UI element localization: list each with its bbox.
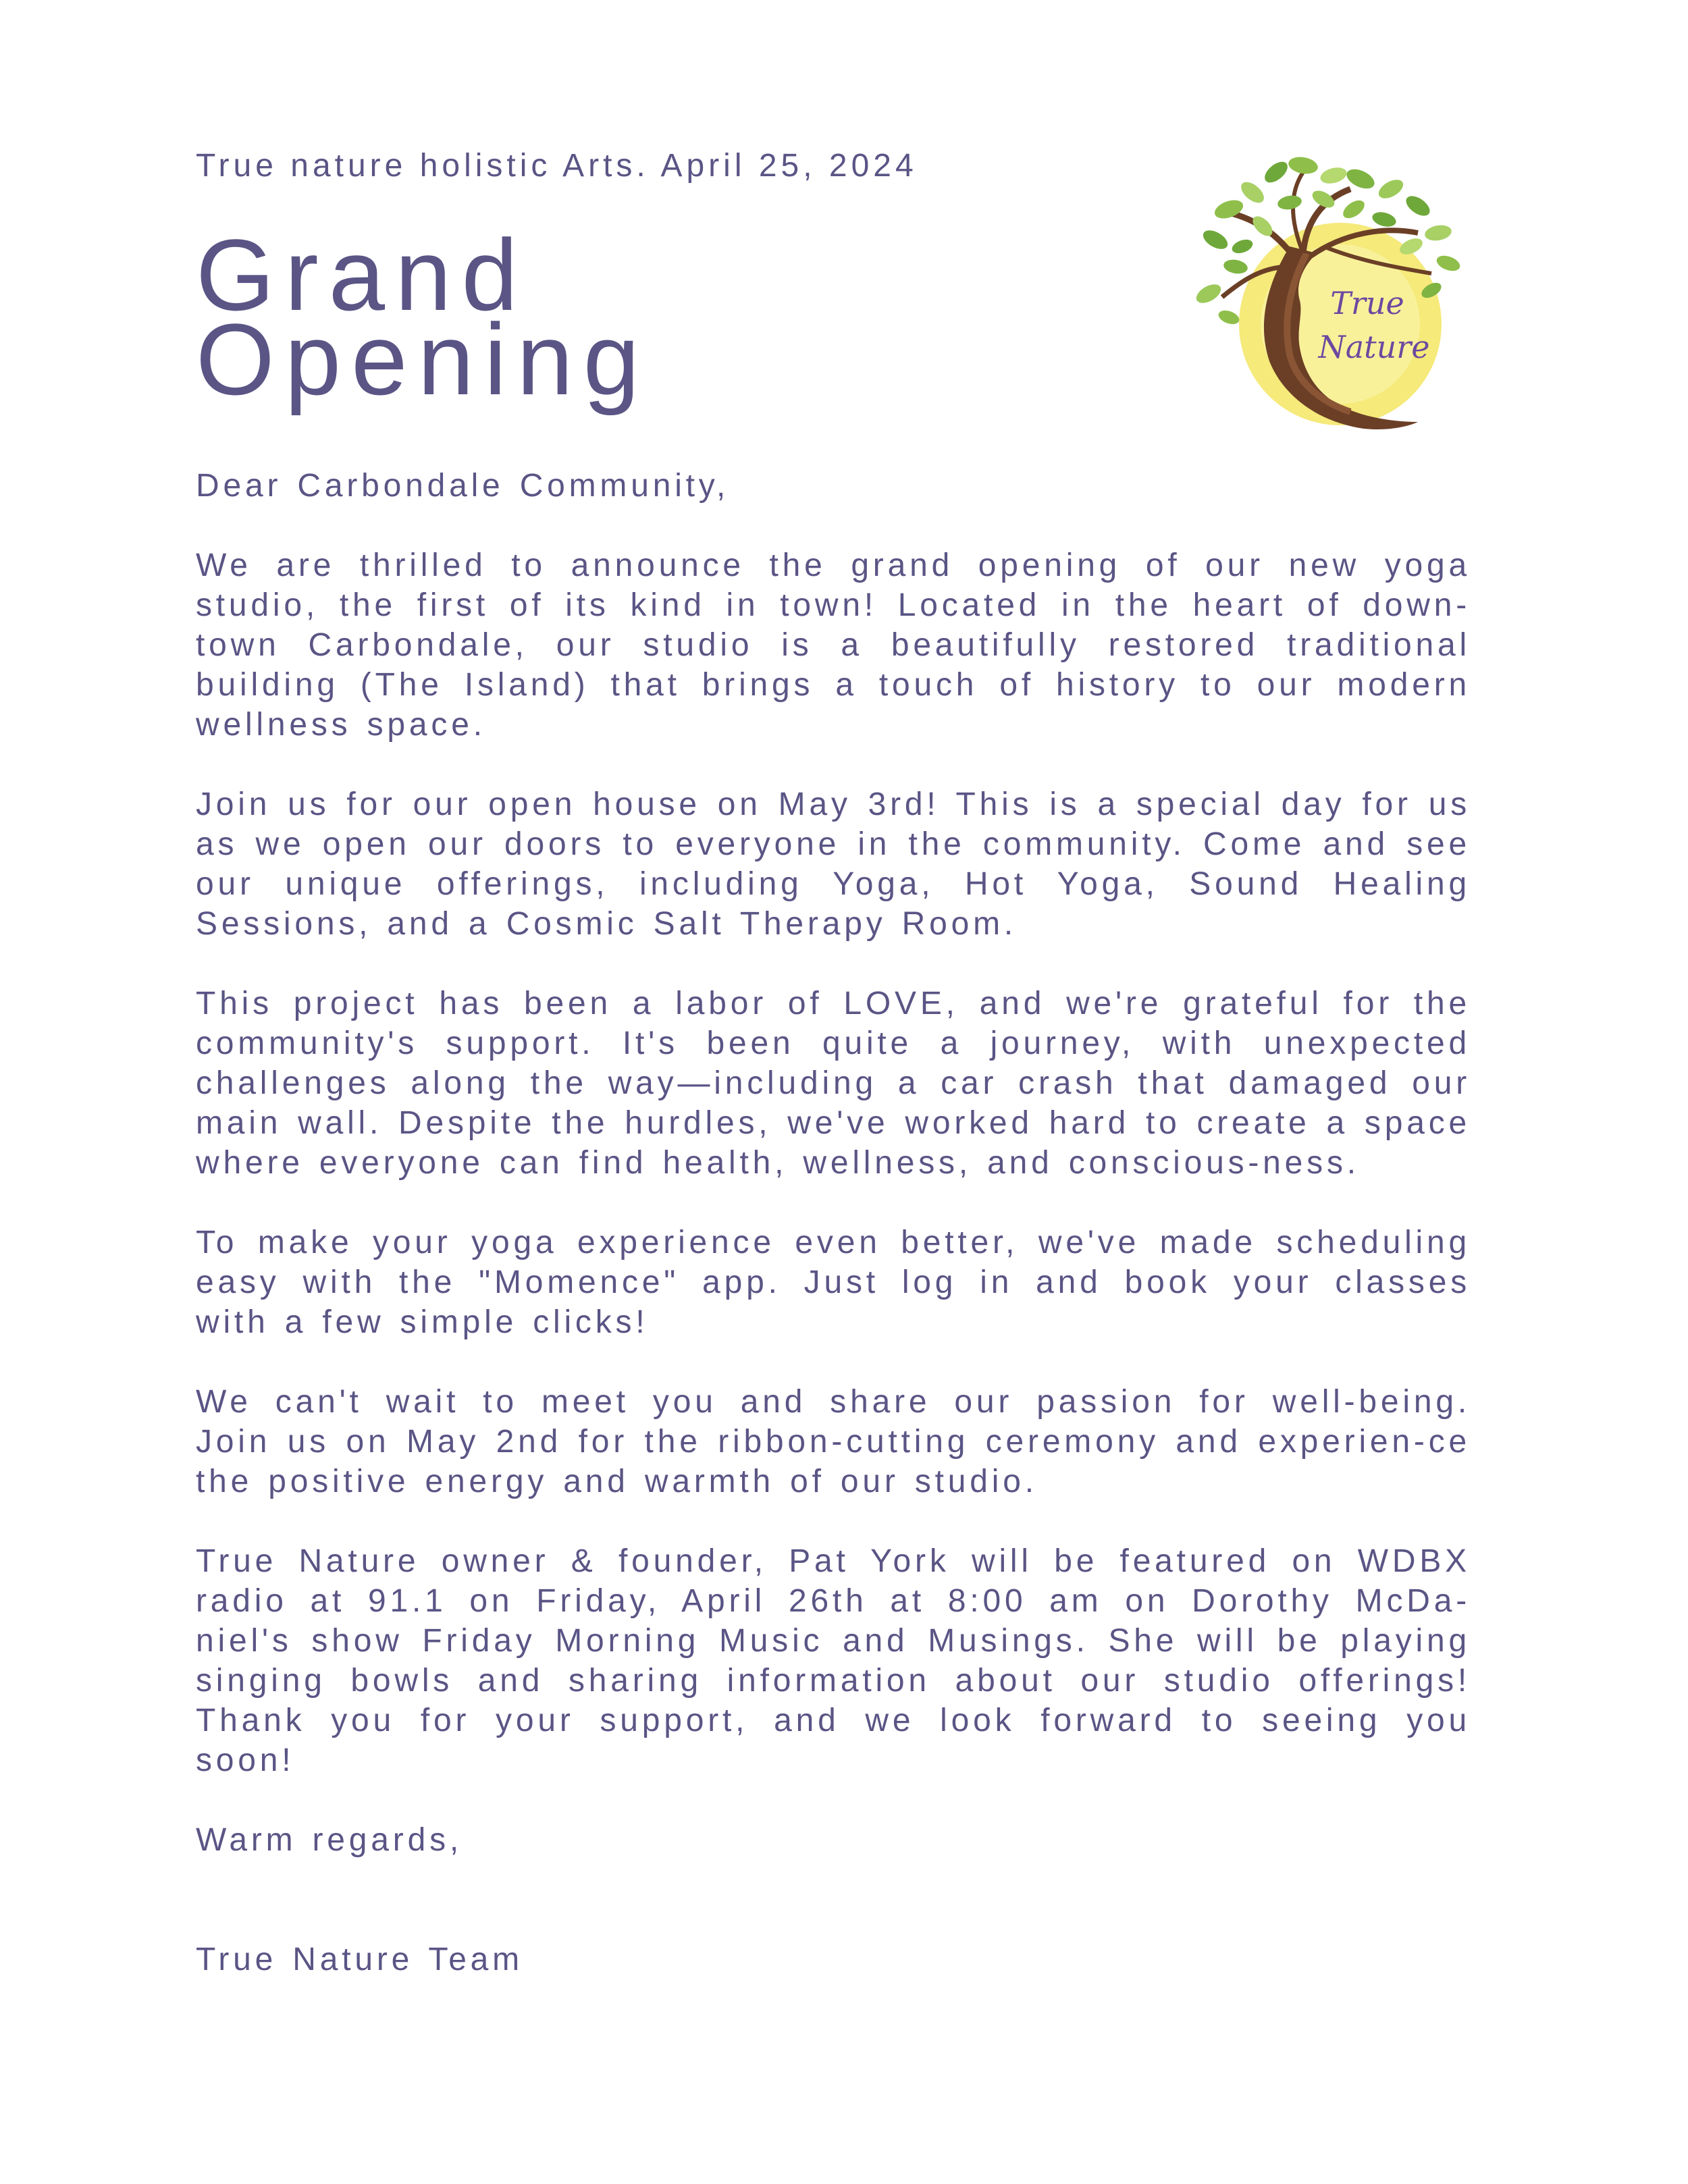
true-nature-logo (1188, 152, 1472, 442)
page-title (196, 218, 650, 416)
signature: True Nature Team (196, 1942, 523, 1977)
salutation: Dear Carbondale Community, (196, 468, 730, 504)
paragraph-labor-of-love: This project has been a labor of LOVE, and we're grateful for the community's support. It's been quite a journey, with unexpected challenges along the way—including a car crash that damaged our main wall. Despite the hurdles, we've worked hard to create a space where everyone can find health, wellness, and conscious-ness. (196, 986, 1471, 1181)
paragraph-ribbon-cutting: We can't wait to meet you and share our passion for well-being. Join us on May 2nd for the ribbon-cutting ceremony and experien-ce the positive energy and warmth of our studio. (196, 1384, 1471, 1499)
letter-body (196, 466, 1471, 1979)
dateline: True nature holistic Arts. April 25, 2024 (196, 148, 918, 184)
title-line-1: Grand (196, 218, 528, 331)
paragraph-radio-feature: True Nature owner & founder, Pat York will be featured on WDBX radio at 91.1 on Friday, April 26th at 8:00 am on Dorothy McDa-niel's show Friday Morning Music and Musings. She will be playing singing bowls and sharing information about our studio offerings! Thank you for your support, and we look forward to seeing you soon! (196, 1543, 1471, 1778)
logo-text-line-1: True (1330, 285, 1404, 321)
paragraph-momence-app: To make your yoga experience even better, we've made scheduling easy with the "Momence" app. Just log in and book your classes with a few simple clicks! (196, 1225, 1471, 1340)
logo-text-line-2: Nature (1318, 329, 1430, 365)
paragraph-announcement: We are thrilled to announce the grand opening of our new yoga studio, the first of its kind in town! Located in the heart of down-town Carbondale, our studio is a beautifully restored traditional building (The Island) that brings a touch of history to our modern wellness space. (196, 548, 1471, 743)
closing: Warm regards, (196, 1822, 463, 1858)
paragraph-open-house: Join us for our open house on May 3rd! This is a special day for us as we open our doors to everyone in the community. Come and see our unique offerings, including Yoga, Hot Yoga, Sound Healing Sessions, and a Cosmic Salt Therapy Room. (196, 787, 1471, 942)
title-line-2: Opening (196, 302, 650, 416)
